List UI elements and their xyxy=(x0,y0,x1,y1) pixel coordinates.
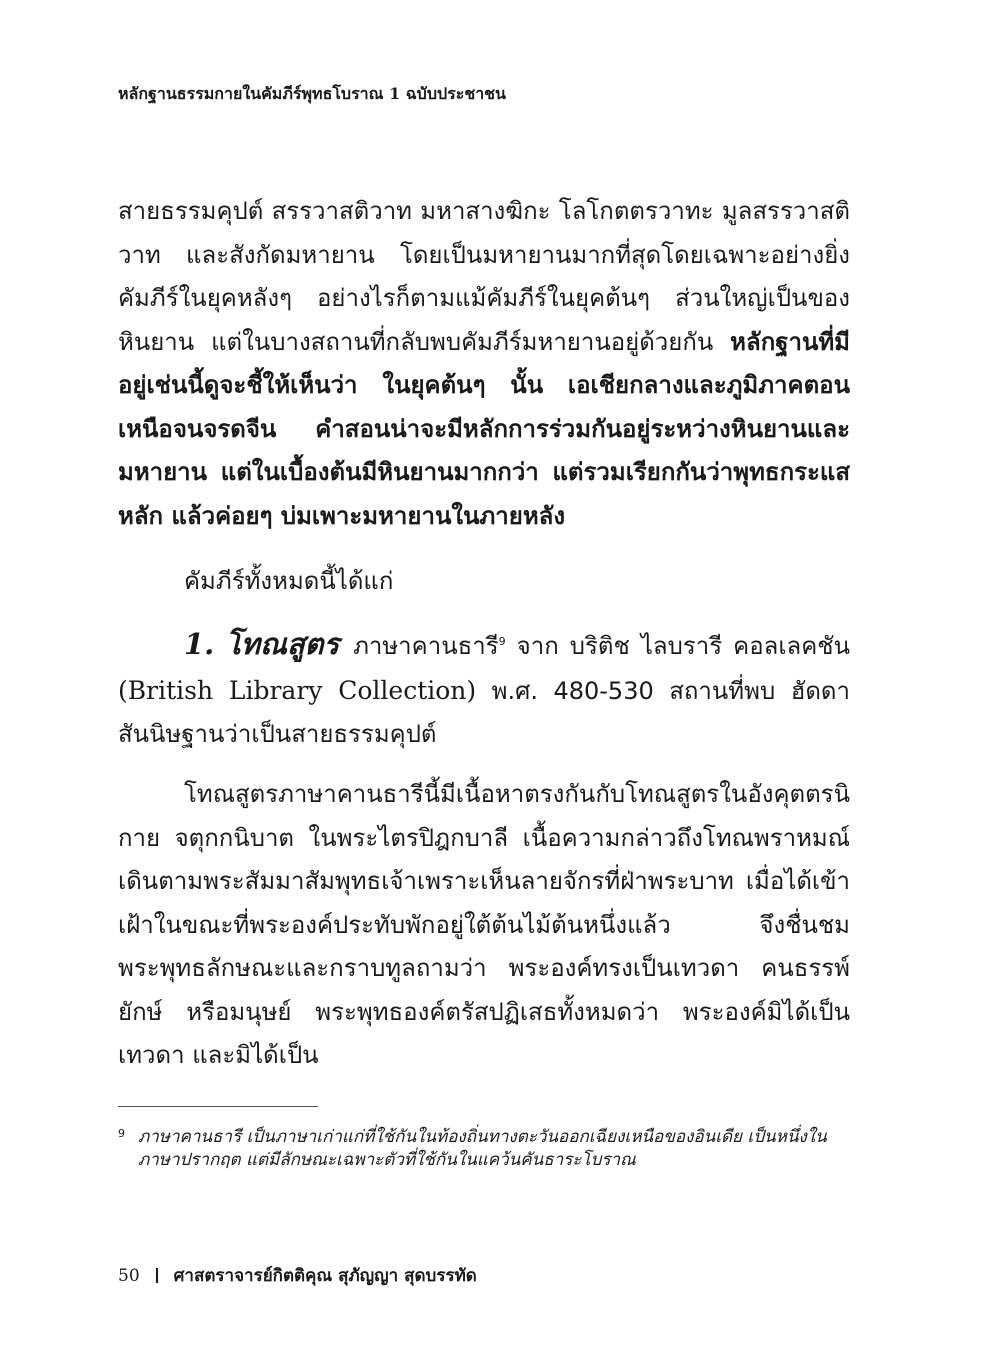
footnote-ref[interactable]: 9 xyxy=(498,635,506,648)
list-intro-text: คัมภีร์ทั้งหมดนี้ได้แก่ xyxy=(184,567,394,595)
footnote-text: ภาษาคานธารี เป็นภาษาเก่าแก่ที่ใช้กันในท้องถิ่นทางตะวันออกเฉียงเหนือของอินเดีย เป็นหนึ่งในภาษาปรากฤต แต่มีลักษณะเฉพาะตัวที่ใช้กันในแคว้นคันธาระโบราณ xyxy=(138,1127,827,1170)
item-number: 1. xyxy=(184,627,215,661)
item-source: จาก บริติช ไลบรารี คอลเลคชัน xyxy=(505,632,850,660)
item-language: ภาษาคานธารี xyxy=(353,632,499,660)
page-footer xyxy=(118,1262,477,1289)
item-details: พ.ศ. 480-530 สถานที่พบ ฮัดดา สันนิษฐานว่าเป็นสายธรรมคุปต์ xyxy=(118,676,850,748)
list-item-1 xyxy=(118,623,850,757)
footer-author: ศาสตราจารย์กิตติคุณ สุภัญญา สุดบรรทัด xyxy=(173,1266,477,1286)
bold-conclusion: หลักฐานที่มีอยู่เช่นนี้ดูจะชี้ให้เห็นว่า ในยุคต้นๆ นั้น เอเชียกลางและภูมิภาคตอนเหนือจนจรดจีน คำสอนน่าจะมีหลักการร่วมกันอยู่ระหว่างหินยานและมหายาน แต่ในเบื้องต้นมีหินยานมากกว่า แต่รวมเรียกกันว่าพุทธกระแสหลัก แล้วค่อยๆ บ่มเพาะมหายานในภายหลัง xyxy=(118,327,850,530)
running-header: หลักฐานธรรมกายในคัมภีร์พุทธโบราณ 1 ฉบับประชาชน xyxy=(118,84,506,103)
paragraph-list-intro xyxy=(118,560,850,604)
footnote-number: 9 xyxy=(118,1127,125,1140)
paragraph-text: สายธรรมคุปต์ สรรวาสติวาท มหาสางฆิกะ โลโกตตรวาทะ มูลสรรวาสติวาท และสังกัดมหายาน โดยเป็นมหายานมากที่สุดโดยเฉพาะอย่างยิ่งคัมภีร์ในยุคหลังๆ อย่างไรก็ตามแม้คัมภีร์ในยุคต้นๆ ส่วนใหญ่เป็นของหินยาน แต่ในบางสถานที่กลับพบคัมภีร์มหายานอยู่ด้วยกัน xyxy=(118,197,850,356)
footer-separator xyxy=(156,1268,158,1283)
item-title: โทณสูตร xyxy=(225,627,340,661)
item-source-latin: (British Library Collection) xyxy=(118,675,477,705)
footnote xyxy=(118,1126,850,1172)
page-number: 50 xyxy=(118,1266,140,1286)
footnote-divider xyxy=(118,1106,318,1107)
paragraph-text: โทณสูตรภาษาคานธารีนี้มีเนื้อหาตรงกันกับโทณสูตรในอังคุตตรนิกาย จตุกกนิบาต ในพระไตรปิฎกบาลี เนื้อความกล่าวถึงโทณพราหมณ์เดินตามพระสัมมาสัมพุทธเจ้าเพราะเห็นลายจักรที่ฝ่าพระบาท เมื่อได้เข้าเฝ้าในขณะที่พระองค์ประทับพักอยู่ใต้ต้นไม้ต้นหนึ่งแล้ว จึงชื่นชมพระพุทธลักษณะและกราบทูลถามว่า พระองค์ทรงเป็นเทวดา คนธรรพ์ ยักษ์ หรือมนุษย์ พระพุทธองค์ตรัสปฏิเสธทั้งหมดว่า พระองค์มิได้เป็นเทวดา และมิได้เป็น xyxy=(118,780,850,1069)
paragraph-dona-sutta xyxy=(118,773,850,1078)
paragraph-intro xyxy=(118,190,850,538)
